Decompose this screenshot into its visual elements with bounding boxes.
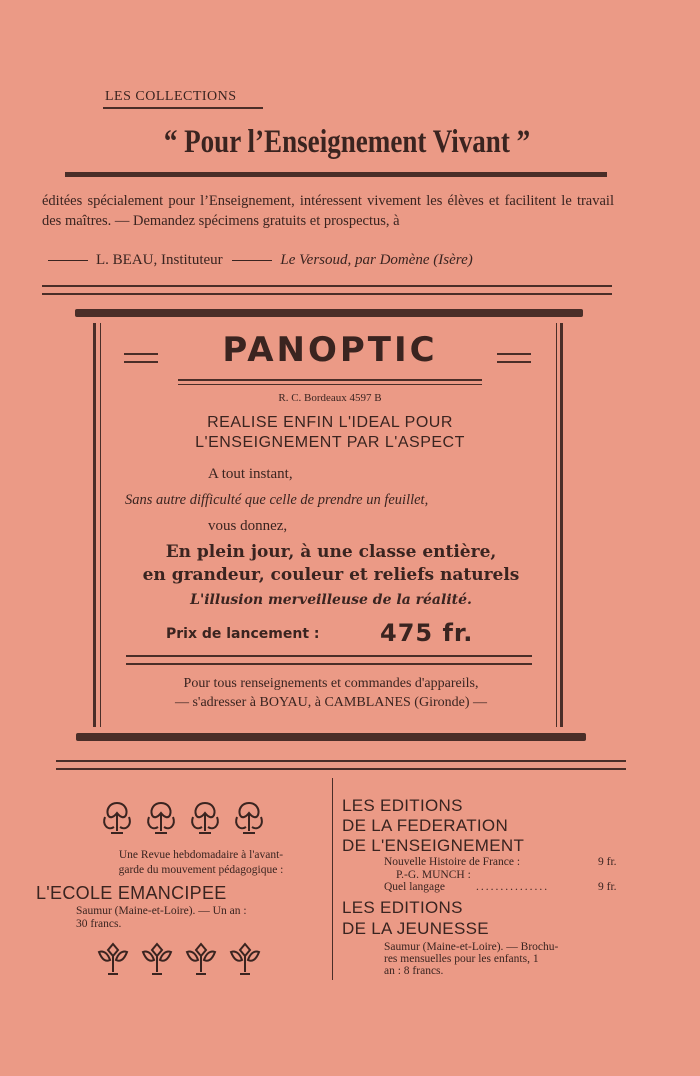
editions-jeunesse-heading-1: LES EDITIONS [342,898,463,917]
sans-line: Sans autre difficulté que celle de prendre un feuillet, [125,492,429,508]
book-2-title: Quel langage [384,881,445,893]
box-bottom-bar [76,733,586,741]
editions-jeunesse-heading-2: DE LA JEUNESSE [342,919,489,938]
contact-place: Le Versoud, par Domène (Isère) [280,252,473,268]
plein-jour-line: En plein jour, à une classe entière, [165,542,497,562]
box-top-bar [75,309,583,317]
ecole-line-1: Saumur (Maine-et-Loire). — Un an : [76,905,247,917]
jeunesse-line-1: Saumur (Maine-et-Loire). — Brochu- [384,941,559,953]
intro-text: éditées spécialement pour l’Enseignement, intéressent vivement les élèves et facilitent le travail des maîtres. — Demandez spécimens gratuits et prospectus, à [42,193,614,229]
info-line-1: Pour tous renseignements et commandes d'appareils, [183,676,479,691]
iris-ornament-icon [184,938,218,976]
book-2-price: 9 fr. [598,881,617,893]
collections-underline [103,107,263,109]
collections-heading: LES COLLECTIONS [105,89,237,104]
iris-ornament-icon [100,799,134,837]
panoptic-title: PANOPTIC [222,330,438,370]
revue-line-1: Une Revue hebdomadaire à l'avant- [118,849,284,861]
iris-ornament-icon [140,938,174,976]
box-right-border [560,323,563,727]
collections-title: “ Pour l’Enseignement Vivant ” [163,124,531,160]
book-1-title: Nouvelle Histoire de France : [384,856,521,868]
box-left-border-inner [100,323,101,727]
contact-name: L. BEAU, Instituteur [96,252,223,268]
headline-line-2: L'ENSEIGNEMENT PAR L'ASPECT [195,434,465,451]
ornament-row-bottom [96,938,262,976]
editions-federation-heading-1: LES EDITIONS [342,796,463,815]
ornament-row-top [100,799,266,837]
ecole-emancipee-title: L'ECOLE EMANCIPEE [36,883,227,903]
iris-ornament-icon [228,938,262,976]
column-divider [332,778,333,980]
price-label: Prix de lancement : [166,626,320,642]
instant-line: A tout instant, [208,466,293,482]
headline-line-1: REALISE ENFIN L'IDEAL POUR [207,414,453,431]
jeunesse-line-3: an : 8 francs. [384,965,444,977]
iris-ornament-icon [96,938,130,976]
grandeur-line: en grandeur, couleur et reliefs naturels [142,565,520,585]
book-2-leader-dots: ............... [476,881,550,893]
contact-dash [48,260,88,261]
book-1-price: 9 fr. [598,856,617,868]
title-rule [65,172,607,177]
registration-line: R. C. Bordeaux 4597 B [278,392,382,404]
book-1-author: P.-G. MUNCH : [396,869,471,881]
iris-ornament-icon [232,799,266,837]
section-separator-top [42,285,612,295]
contact-line [42,252,614,269]
section-separator-bottom [56,760,626,770]
info-line-2: — s'adresser à BOYAU, à CAMBLANES (Gironde) — [174,695,488,710]
illusion-line: L'illusion merveilleuse de la réalité. [190,592,472,608]
iris-ornament-icon [188,799,222,837]
donnez-line: vous donnez, [208,518,288,534]
box-right-border-inner [556,323,557,727]
contact-dash [232,260,272,261]
panoptic-underline [178,379,482,381]
revue-line-2: garde du mouvement pédagogique : [118,864,284,876]
jeunesse-line-2: res mensuelles pour les enfants, 1 [384,953,539,965]
editions-federation-heading-3: DE L'ENSEIGNEMENT [342,836,525,855]
ecole-line-2: 30 francs. [76,918,122,930]
editions-federation-heading-2: DE LA FEDERATION [342,816,509,835]
iris-ornament-icon [144,799,178,837]
panoptic-underline-thin [178,384,482,385]
title-dash-right [497,353,531,363]
price-value: 475 fr. [380,619,474,647]
box-left-border [93,323,96,727]
box-middle-rule [126,655,532,665]
